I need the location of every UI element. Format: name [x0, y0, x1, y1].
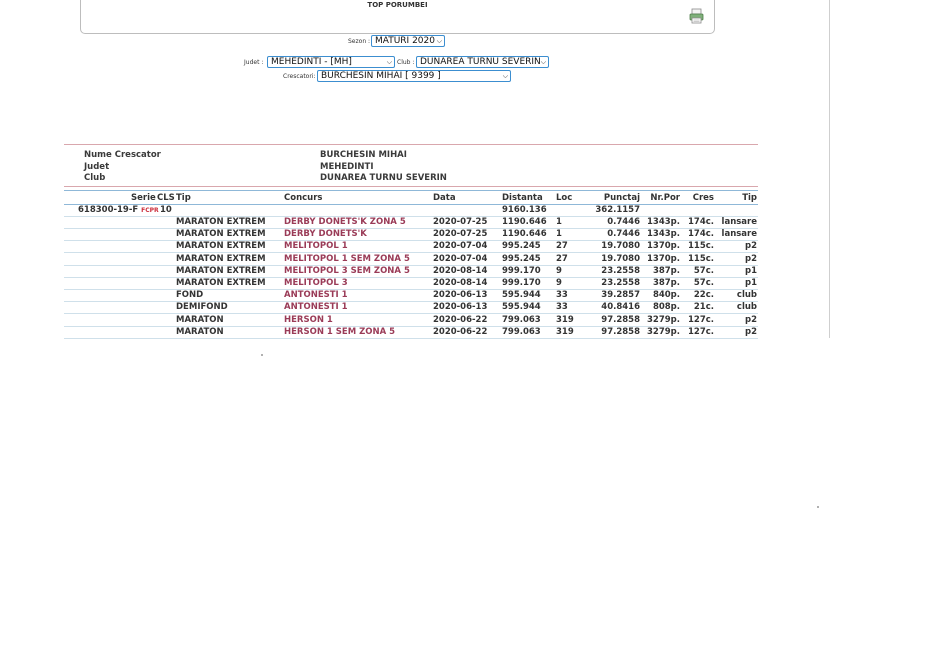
table-row: [64, 253, 758, 266]
col-nrpor: Nr.Por: [650, 193, 680, 203]
cell-tip: MARATON EXTREM: [176, 253, 266, 264]
punctaj-total: 362.1157: [595, 205, 640, 215]
cell-tip2: club: [736, 290, 757, 301]
cell-loc: 319: [556, 314, 574, 325]
judet-club-row: [0, 56, 940, 70]
col-cls: CLS: [157, 193, 175, 203]
table-row: [64, 301, 758, 314]
cell-distanta: 995.245: [502, 253, 541, 264]
cell-punctaj: 0.7446: [607, 229, 640, 240]
cls-value: 10: [160, 205, 172, 215]
serie-value[interactable]: [78, 205, 159, 215]
cell-tip2: p2: [745, 314, 757, 325]
info-value-club: DUNAREA TURNU SEVERIN: [320, 173, 447, 183]
chevron-down-icon: ⌵: [540, 58, 546, 66]
stray-mark: [817, 506, 819, 508]
table-row: [64, 216, 758, 229]
chevron-down-icon: ⌵: [436, 37, 442, 45]
cell-nrpor: 387p.: [652, 265, 680, 276]
col-distanta: Distanta: [502, 193, 543, 203]
cell-data: 2020-08-14: [433, 265, 488, 276]
cell-loc: 319: [556, 326, 574, 337]
cell-loc: 9: [556, 278, 562, 288]
col-tip: Tip: [176, 193, 191, 203]
cell-tip: FOND: [176, 290, 204, 301]
col-data: Data: [433, 193, 456, 203]
cell-cres: 22c.: [693, 290, 714, 301]
cell-nrpor: 1370p.: [647, 241, 680, 252]
info-label-name: Nume Crescator: [84, 150, 161, 160]
club-label: Club :: [397, 59, 415, 66]
cell-cres: 115c.: [687, 241, 714, 252]
chevron-down-icon: ⌵: [502, 72, 508, 80]
cell-distanta: 595.944: [502, 290, 541, 301]
cell-punctaj: 19.7080: [601, 253, 640, 264]
cell-data: 2020-06-13: [433, 302, 488, 313]
cell-data: 2020-06-22: [433, 326, 488, 337]
cell-data: 2020-07-04: [433, 253, 488, 264]
cell-nrpor: 808p.: [652, 302, 680, 313]
cell-tip: MARATON: [176, 326, 224, 337]
divider: [64, 186, 758, 187]
cell-concurs[interactable]: HERSON 1: [284, 314, 333, 325]
sezon-value: MATURI 2020: [375, 36, 435, 46]
table-row: [64, 265, 758, 278]
cell-loc: 33: [556, 302, 568, 313]
cell-cres: 174c.: [687, 217, 714, 227]
cell-loc: 1: [556, 229, 562, 240]
cell-punctaj: 19.7080: [601, 241, 640, 252]
serie-tag: FCPR: [141, 207, 159, 214]
cell-tip2: p2: [745, 253, 757, 264]
cell-data: 2020-06-22: [433, 314, 488, 325]
col-cres: Cres: [692, 193, 714, 203]
stray-mark: [261, 354, 263, 356]
judet-value: MEHEDINTI - [MH]: [271, 57, 352, 67]
crescator-label: Crescatori:: [283, 73, 316, 80]
cell-data: 2020-07-25: [433, 217, 488, 227]
cell-punctaj: 23.2558: [601, 265, 640, 276]
serie-number: 618300-19-F: [78, 205, 139, 215]
cell-distanta: 999.170: [502, 265, 541, 276]
cell-punctaj: 97.2858: [601, 314, 640, 325]
cell-nrpor: 3279p.: [647, 314, 680, 325]
cell-punctaj: 23.2558: [601, 278, 640, 288]
cell-loc: 9: [556, 265, 562, 276]
club-select[interactable]: [416, 56, 549, 68]
cell-distanta: 999.170: [502, 278, 541, 288]
cell-nrpor: 3279p.: [647, 326, 680, 337]
crescator-select[interactable]: [317, 70, 511, 82]
cell-tip2: lansare: [721, 229, 757, 240]
cell-concurs[interactable]: DERBY DONETS'K: [284, 229, 367, 240]
col-loc: Loc: [556, 193, 573, 203]
cell-cres: 57c.: [693, 278, 714, 288]
cell-cres: 127c.: [687, 326, 714, 337]
cell-tip: MARATON: [176, 314, 224, 325]
top-panel: [80, 0, 715, 34]
cell-nrpor: 840p.: [652, 290, 680, 301]
sezon-row: [0, 35, 940, 49]
panel-title: TOP PORUMBEI: [367, 1, 428, 9]
cell-nrpor: 1370p.: [647, 253, 680, 264]
chevron-down-icon: ⌵: [386, 58, 392, 66]
cell-cres: 174c.: [687, 229, 714, 240]
cell-data: 2020-07-04: [433, 241, 488, 252]
crescator-value: BURCHESIN MIHAI [ 9399 ]: [321, 71, 441, 81]
cell-distanta: 799.063: [502, 314, 541, 325]
col-punctaj: Punctaj: [603, 193, 640, 203]
cell-data: 2020-07-25: [433, 229, 488, 240]
cell-tip: MARATON EXTREM: [176, 265, 266, 276]
cell-tip: MARATON EXTREM: [176, 278, 266, 288]
info-label-club: Club: [84, 173, 106, 183]
cell-cres: 127c.: [687, 314, 714, 325]
club-value: DUNAREA TURNU SEVERIN: [420, 57, 541, 67]
table-row: [64, 289, 758, 302]
cell-data: 2020-06-13: [433, 290, 488, 301]
cell-tip: DEMIFOND: [176, 302, 228, 313]
table-row: [64, 228, 758, 241]
cell-loc: 1: [556, 217, 562, 227]
table-row: [64, 314, 758, 327]
cell-tip2: club: [736, 302, 757, 313]
info-label-judet: Judet: [84, 162, 110, 172]
cell-loc: 27: [556, 253, 568, 264]
cell-loc: 27: [556, 241, 568, 252]
cell-tip2: p1: [745, 265, 757, 276]
divider: [64, 190, 758, 191]
col-concurs: Concurs: [284, 193, 323, 203]
table-row: [64, 240, 758, 253]
cell-distanta: 595.944: [502, 302, 541, 313]
divider: [64, 144, 758, 145]
info-value-name: BURCHESIN MIHAI: [320, 150, 407, 160]
cell-tip: MARATON EXTREM: [176, 229, 266, 240]
cell-cres: 57c.: [693, 265, 714, 276]
cell-concurs[interactable]: MELITOPOL 1: [284, 241, 348, 252]
cell-tip: MARATON EXTREM: [176, 241, 266, 252]
cell-tip2: lansare: [721, 217, 757, 227]
cell-concurs[interactable]: DERBY DONETS'K ZONA 5: [284, 217, 406, 227]
table-row: [64, 326, 758, 339]
table-row: [64, 277, 758, 290]
cell-concurs[interactable]: MELITOPOL 3: [284, 278, 348, 288]
page-right-border: [829, 0, 830, 338]
cell-punctaj: 39.2857: [601, 290, 640, 301]
col-serie: Serie: [131, 193, 156, 203]
cell-concurs[interactable]: MELITOPOL 1 SEM ZONA 5: [284, 253, 410, 264]
crescator-row: [0, 70, 940, 84]
printer-icon[interactable]: [689, 8, 704, 24]
cell-tip2: p1: [745, 278, 757, 288]
cell-concurs[interactable]: HERSON 1 SEM ZONA 5: [284, 326, 396, 337]
cell-punctaj: 97.2858: [601, 326, 640, 337]
sezon-label: Sezon :: [348, 38, 371, 45]
cell-tip2: p2: [745, 326, 757, 337]
cell-punctaj: 0.7446: [607, 217, 640, 227]
info-value-judet: MEHEDINTI: [320, 162, 374, 172]
cell-loc: 33: [556, 290, 568, 301]
cell-distanta: 995.245: [502, 241, 541, 252]
cell-punctaj: 40.8416: [601, 302, 640, 313]
cell-nrpor: 1343p.: [647, 217, 680, 227]
sezon-select[interactable]: [371, 35, 445, 47]
judet-label: Judet :: [244, 59, 264, 66]
cell-cres: 21c.: [693, 302, 714, 313]
cell-tip: MARATON EXTREM: [176, 217, 266, 227]
judet-select[interactable]: [267, 56, 395, 68]
cell-concurs[interactable]: ANTONESTI 1: [284, 290, 348, 301]
cell-distanta: 1190.646: [502, 229, 547, 240]
cell-data: 2020-08-14: [433, 278, 488, 288]
cell-distanta: 1190.646: [502, 217, 547, 227]
cell-distanta: 799.063: [502, 326, 541, 337]
cell-tip2: p2: [745, 241, 757, 252]
distanta-total: 9160.136: [502, 205, 547, 215]
cell-concurs[interactable]: MELITOPOL 3 SEM ZONA 5: [284, 265, 410, 276]
col-tip2: Tip: [742, 193, 757, 203]
cell-nrpor: 387p.: [652, 278, 680, 288]
cell-concurs[interactable]: ANTONESTI 1: [284, 302, 348, 313]
cell-cres: 115c.: [687, 253, 714, 264]
cell-nrpor: 1343p.: [647, 229, 680, 240]
